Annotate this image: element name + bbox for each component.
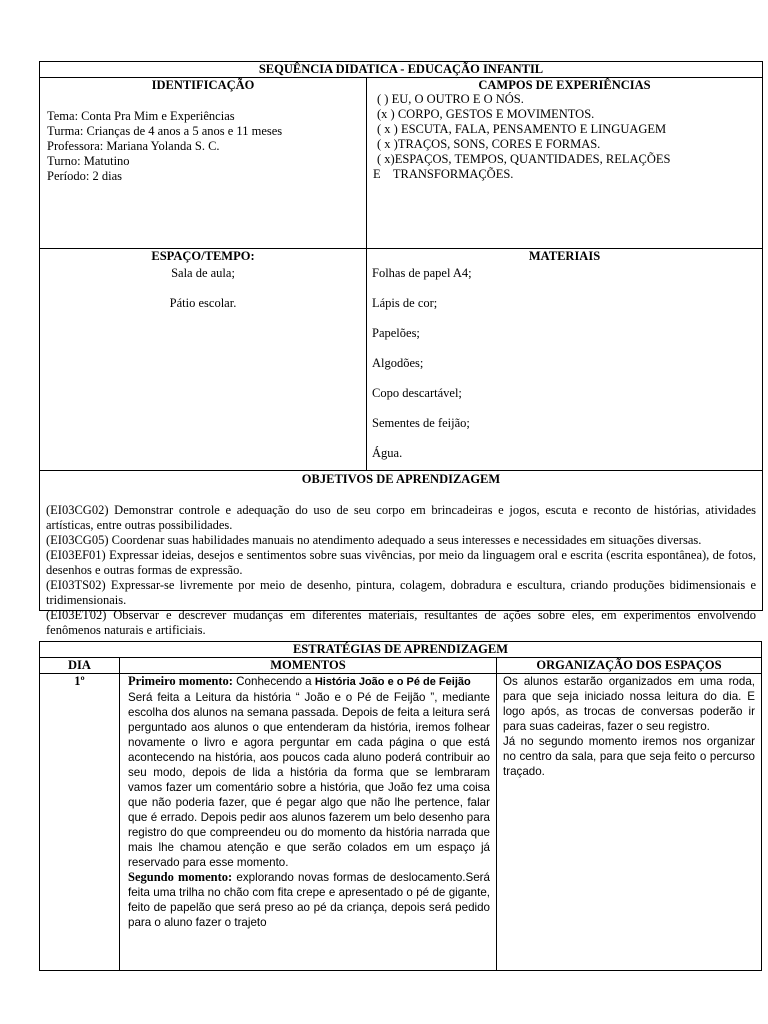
campos-cell [367,78,762,248]
campo-item: ( x)ESPAÇOS, TEMPOS, QUANTIDADES, RELAÇÕES [377,152,671,166]
dia-cell [40,674,120,970]
col-momentos: MOMENTOS [120,658,497,673]
material-item: Copo descartável; [372,386,462,400]
objetivos-list [46,503,756,638]
espaco-materiais-row [40,249,762,471]
objetivo-item: (EI03CG05) Coordenar suas habilidades manuais no atendimento adequado a seus interesses e necessidades em situações diversas. [46,533,702,547]
segundo-momento [128,870,490,930]
org-paragrafo-2: Já no segundo momento iremos nos organizar no centro da sala, para que seja feito o percurso traçado. [503,735,755,778]
primeiro-momento [128,674,490,690]
objetivos-row [40,471,762,637]
turma-line: Turma: Crianças de 4 anos a 5 anos e 11 meses [47,124,283,138]
momentos-text [128,674,490,930]
espaco-cell [40,249,367,470]
objetivo-item: (EI03ET02) Observar e descrever mudanças em diferentes materiais, resultantes de ações sobre eles, em experimentos envolvendo fenômenos naturais e artificiais. [46,608,756,637]
materiais-cell [367,249,762,470]
primeiro-intro: Conhecendo a [232,675,315,688]
espaco-list [40,266,366,311]
estrategias-columns [40,658,761,674]
campos-list [373,92,670,182]
identificacao-row [40,78,762,249]
material-item: Lápis de cor; [372,296,438,310]
espaco-header: ESPAÇO/TEMPO: [151,249,255,263]
segundo-label: Segundo momento: [128,870,233,884]
primeiro-label: Primeiro momento: [128,674,233,688]
campo-item: E TRANSFORMAÇÕES. [373,167,514,181]
estrategias-table [39,641,762,971]
objetivo-item: (EI03TS02) Expressar-se livremente por meio de desenho, pintura, colagem, dobradura e escultura, criando produções bidimensionais e tridimensionais. [46,578,756,607]
org-paragrafo-1: Os alunos estarão organizados em uma roda, para que seja iniciado nossa leitura do dia. E logo após, as trocas de conversas poderão ir para suas cadeiras, fazer o seu registro. [503,675,755,733]
tema-line: Tema: Conta Pra Mim e Experiências [47,109,235,123]
espaco-item: Pátio escolar. [169,296,237,310]
objetivos-header: OBJETIVOS DE APRENDIZAGEM [301,472,501,486]
doc-title: SEQUÊNCIA DIDATICA - EDUCAÇÃO INFANTIL [40,62,762,78]
turno-line: Turno: Matutino [47,154,130,168]
dia-value: 1º [74,674,85,688]
col-organizacao: ORGANIZAÇÃO DOS ESPAÇOS [536,658,722,672]
material-item: Papelões; [372,326,420,340]
objetivo-item: (EI03EF01) Expressar ideias, desejos e sentimentos sobre suas vivências, por meio da linguagem oral e escrita (escrita espontânea), de fotos, desenhos e outras formas de expressão. [46,548,756,577]
campo-item: ( x )TRAÇOS, SONS, CORES E FORMAS. [377,137,601,151]
col-dia: DIA [40,658,120,673]
campos-header: CAMPOS DE EXPERIÊNCIAS [478,78,651,92]
identificacao-cell [40,78,367,248]
segundo-texto: explorando novas formas de deslocamento.Será feita uma trilha no chão com fita crepe e apresentado o pé de gigante, feito de papelão que será preso ao pé da criança, depois será pedido para o aluno fazer o trajeto [128,871,490,929]
materiais-header: MATERIAIS [528,249,601,263]
identificacao-header: IDENTIFICAÇÃO [151,78,255,92]
objetivo-item: (EI03CG02) Demonstrar controle e adequação do uso de seu corpo em brincadeiras e jogos, escuta e reconto de histórias, atividades artísticas, entre outras possibilidades. [46,503,756,532]
material-item: Algodões; [372,356,424,370]
espaco-item: Sala de aula; [171,266,235,280]
estrategias-header: ESTRATÉGIAS DE APRENDIZAGEM [40,642,761,658]
estrategias-body [40,674,761,970]
campo-item: ( x ) ESCUTA, FALA, PENSAMENTO E LINGUAGEM [377,122,667,136]
sequencia-table [39,61,763,637]
primeiro-titulo: História João e o Pé de Feijão [314,676,471,688]
organizacao-text [503,674,755,779]
professora-line: Professora: Mariana Yolanda S. C. [47,139,220,153]
campo-item: (x ) CORPO, GESTOS E MOVIMENTOS. [377,107,595,121]
material-item: Folhas de papel A4; [372,266,472,280]
material-item: Água. [372,446,403,460]
primeiro-texto: Será feita a Leitura da história “ João e o Pé de Feijão ”, mediante escolha dos alunos na semana passada. Depois de feita a leitura será perguntado aos alunos o que entenderam da história, iremos folhear novamente o livro e agora perguntar em cada página o que está acontecendo na história, aos poucos cada aluno poderá contribuir ao seu modo, depois de lida a história da forma que se lembraram vamos fazer um comentário sobre a história, que João fez uma coisa que não poderia fazer, que é pegar algo que não lhe pertence, falar que é errado. Depois pedir aos alunos fazerem um belo desenho para registro do que compreendeu ou do momento da história narrada que mais lhe chamou atenção e que serão colados em um espaço já reservado para esse momento. [128,691,490,869]
material-item: Sementes de feijão; [372,416,470,430]
materiais-list [372,266,472,476]
identificacao-lines [47,109,282,184]
periodo-line: Período: 2 dias [47,169,122,183]
campo-item: ( ) EU, O OUTRO E O NÓS. [377,92,524,106]
